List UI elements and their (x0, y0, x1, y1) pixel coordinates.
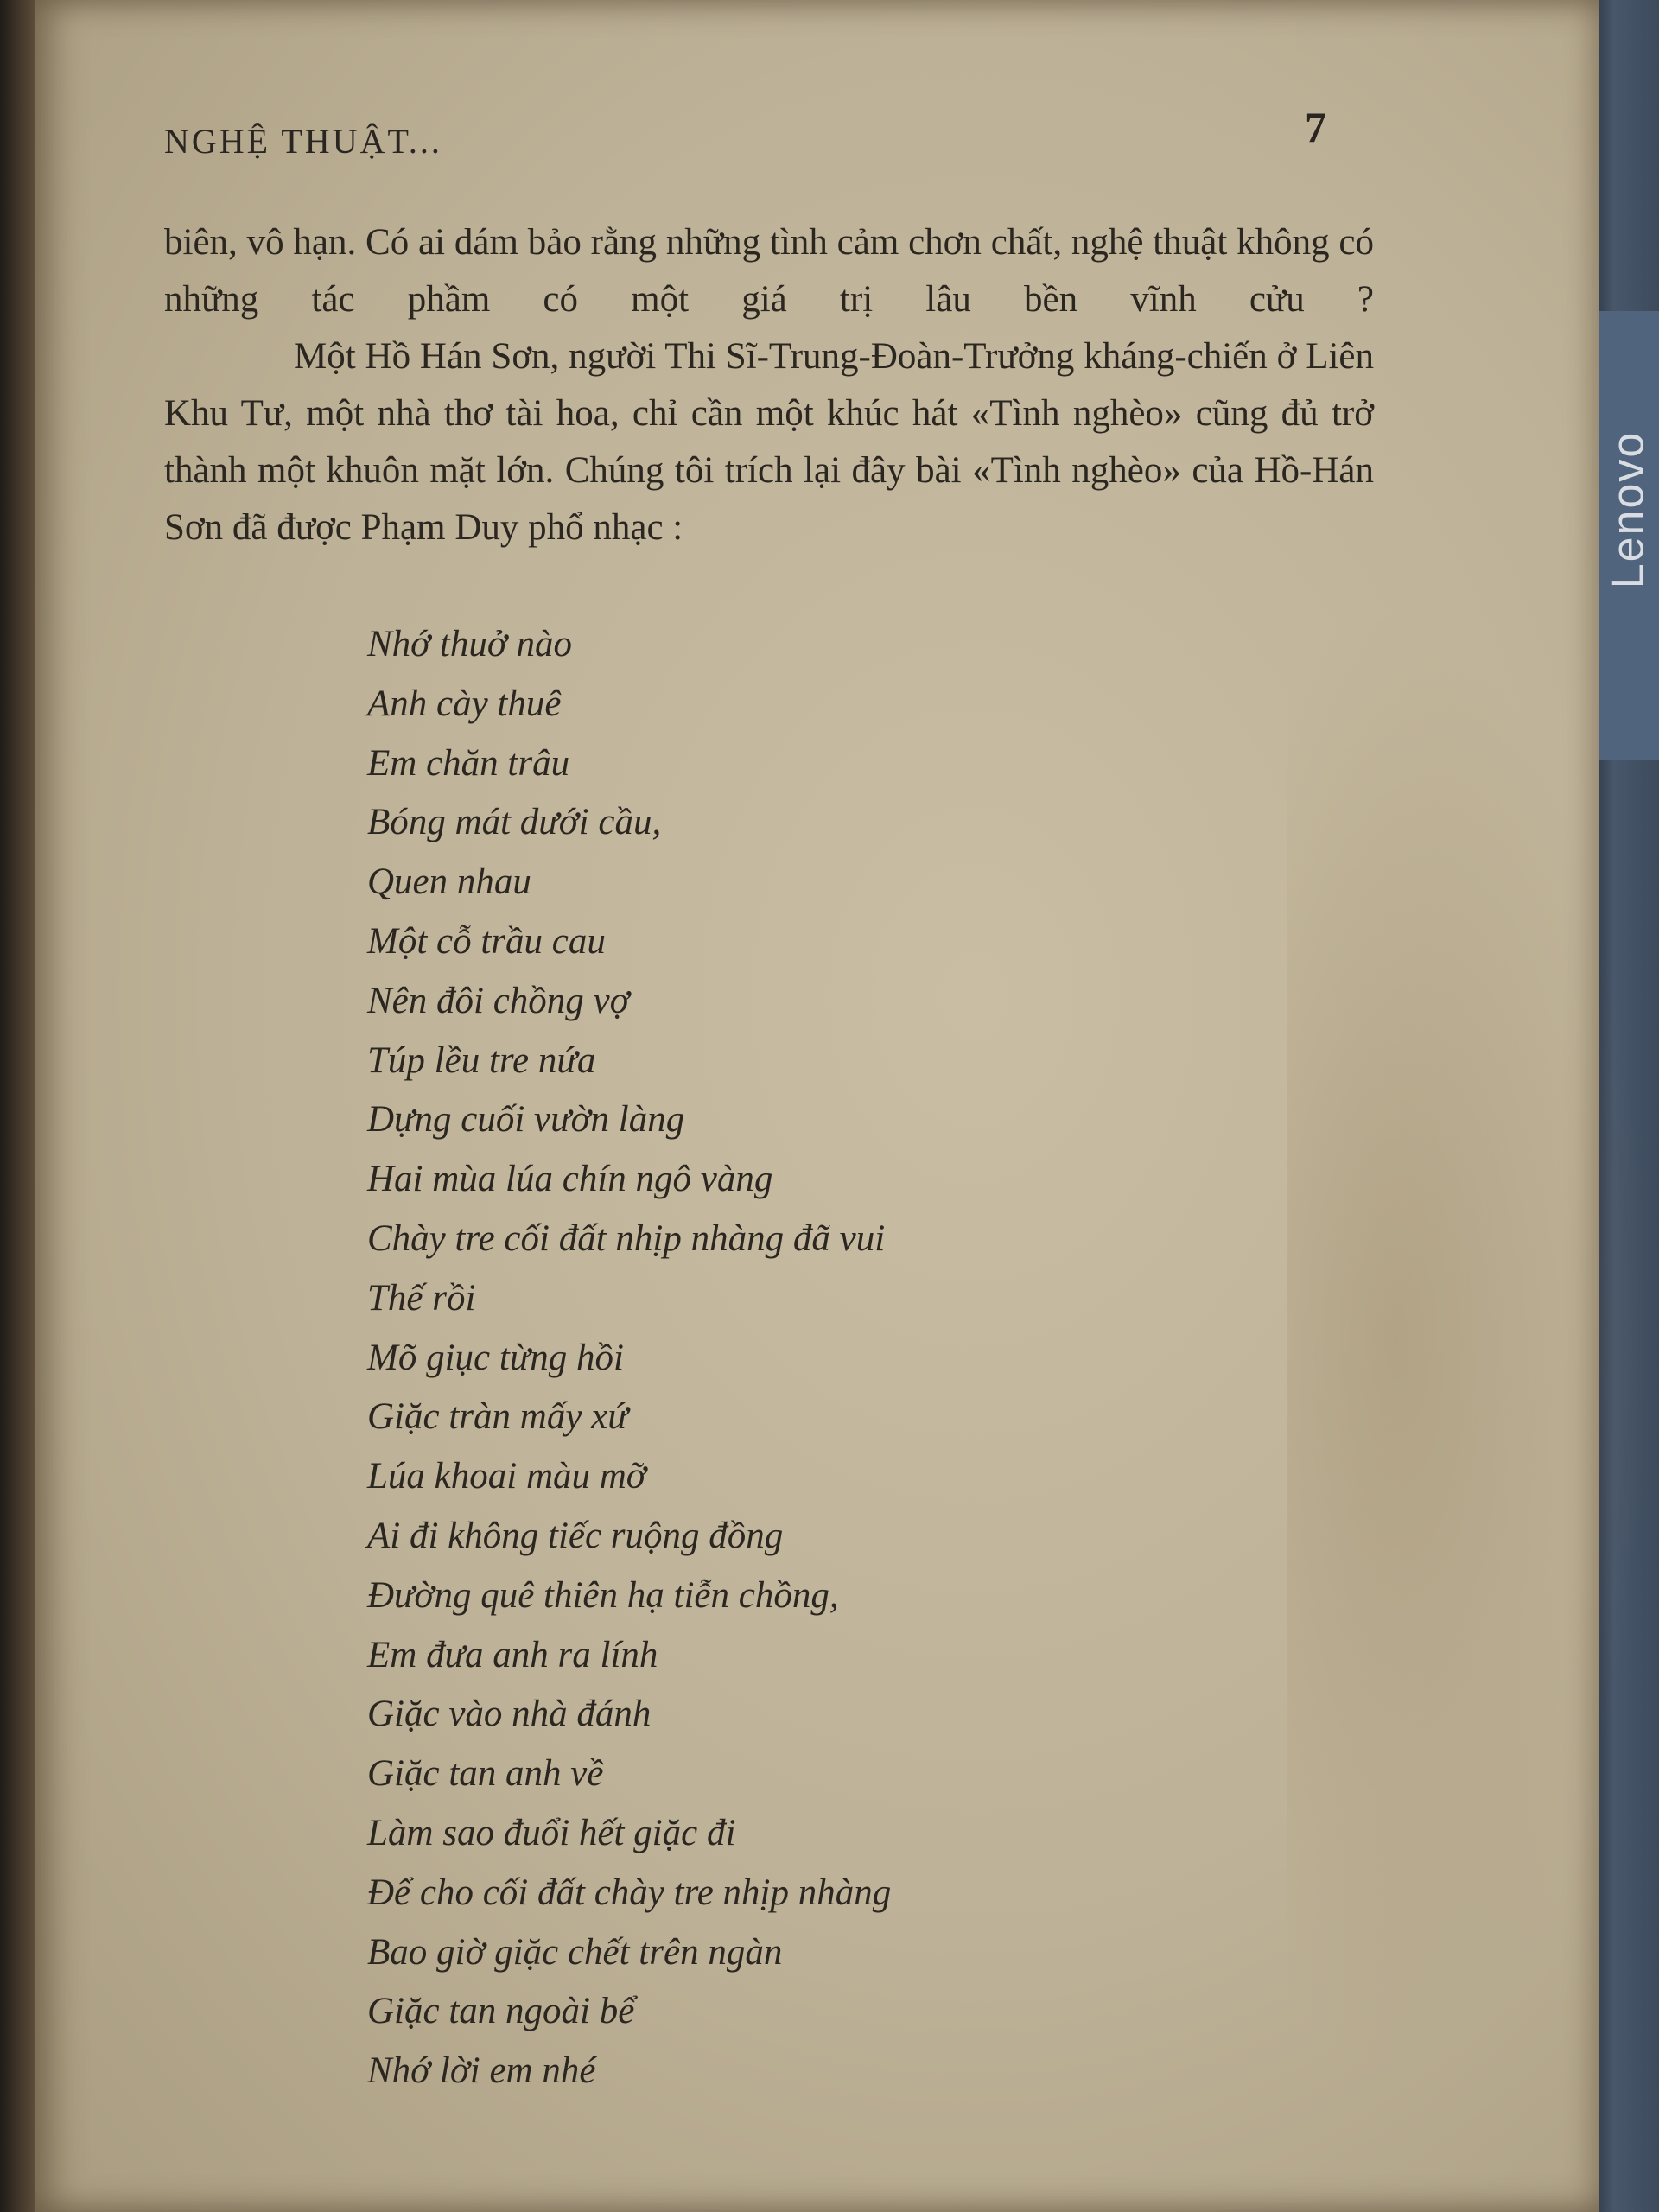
laptop-brand-logo (1600, 380, 1656, 639)
poem-line: Túp lều tre nứa (367, 1039, 596, 1081)
poem-line: Chày tre cối đất nhịp nhàng đã vui (367, 1217, 886, 1259)
poem-line: Thế rồi (367, 1277, 476, 1319)
poem-line: Ai đi không tiếc ruộng đồng (367, 1515, 784, 1556)
poem-line: Lúa khoai màu mỡ (367, 1456, 646, 1497)
poem-line: Giặc tràn mấy xứ (367, 1396, 628, 1438)
laptop-brand-text: Lenovo (1603, 430, 1654, 589)
poem-line: Quen nhau (367, 861, 531, 903)
poem-line: Giặc vào nhà đánh (367, 1694, 652, 1735)
poem-line: Nên đôi chồng vợ (367, 980, 630, 1021)
book-page (35, 0, 1599, 2212)
poem-line: Mõ giục từng hồi (367, 1337, 624, 1378)
page-number: 7 (1305, 103, 1326, 151)
poem-line: Em chăn trâu (367, 742, 570, 784)
body-text (164, 214, 1374, 556)
poem-line: Giặc tan ngoài bể (367, 1991, 635, 2032)
poem-line: Bóng mát dưới cầu, (367, 802, 662, 843)
poem-line: Bao giờ giặc chết trên ngàn (367, 1931, 783, 1973)
poem-line: Hai mùa lúa chín ngô vàng (367, 1159, 773, 1200)
poem-line: Để cho cối đất chày tre nhịp nhàng (367, 1872, 892, 1913)
poem-line: Em đưa anh ra lính (367, 1634, 658, 1675)
poem-line: Giặc tan anh về (367, 1753, 604, 1795)
running-title: NGHỆ THUẬT... (164, 122, 442, 161)
poem (367, 615, 891, 2101)
poem-line: Dựng cuối vườn làng (367, 1099, 685, 1141)
paragraph-2: Một Hồ Hán Sơn, người Thi Sĩ-Trung-Đoàn-Trưởng kháng-chiến ở Liên Khu Tư, một nhà thơ tài hoa, chỉ cần một khúc hát «Tình nghèo» cũng đủ trở thành một khuôn mặt lớn. Chúng tôi trích lại đây bài «Tình nghèo» của Hồ-Hán Sơn đã được Phạm Duy phổ nhạc : (164, 336, 1374, 548)
poem-line: Một cỗ trầu cau (367, 920, 606, 962)
water-stain (1287, 605, 1650, 2074)
poem-line: Nhớ lời em nhé (367, 2050, 596, 2092)
poem-line: Làm sao đuổi hết giặc đi (367, 1812, 736, 1853)
paragraph-1: biên, vô hạn. Có ai dám bảo rằng những tình cảm chơn chất, nghệ thuật không có những tác phầm có một giá trị lâu bền vĩnh cửu ? (164, 222, 1374, 320)
poem-line: Nhớ thuở nào (367, 624, 573, 664)
poem-line: Anh cày thuê (367, 683, 562, 724)
poem-line: Đường quê thiên hạ tiễn chồng, (367, 1574, 839, 1616)
